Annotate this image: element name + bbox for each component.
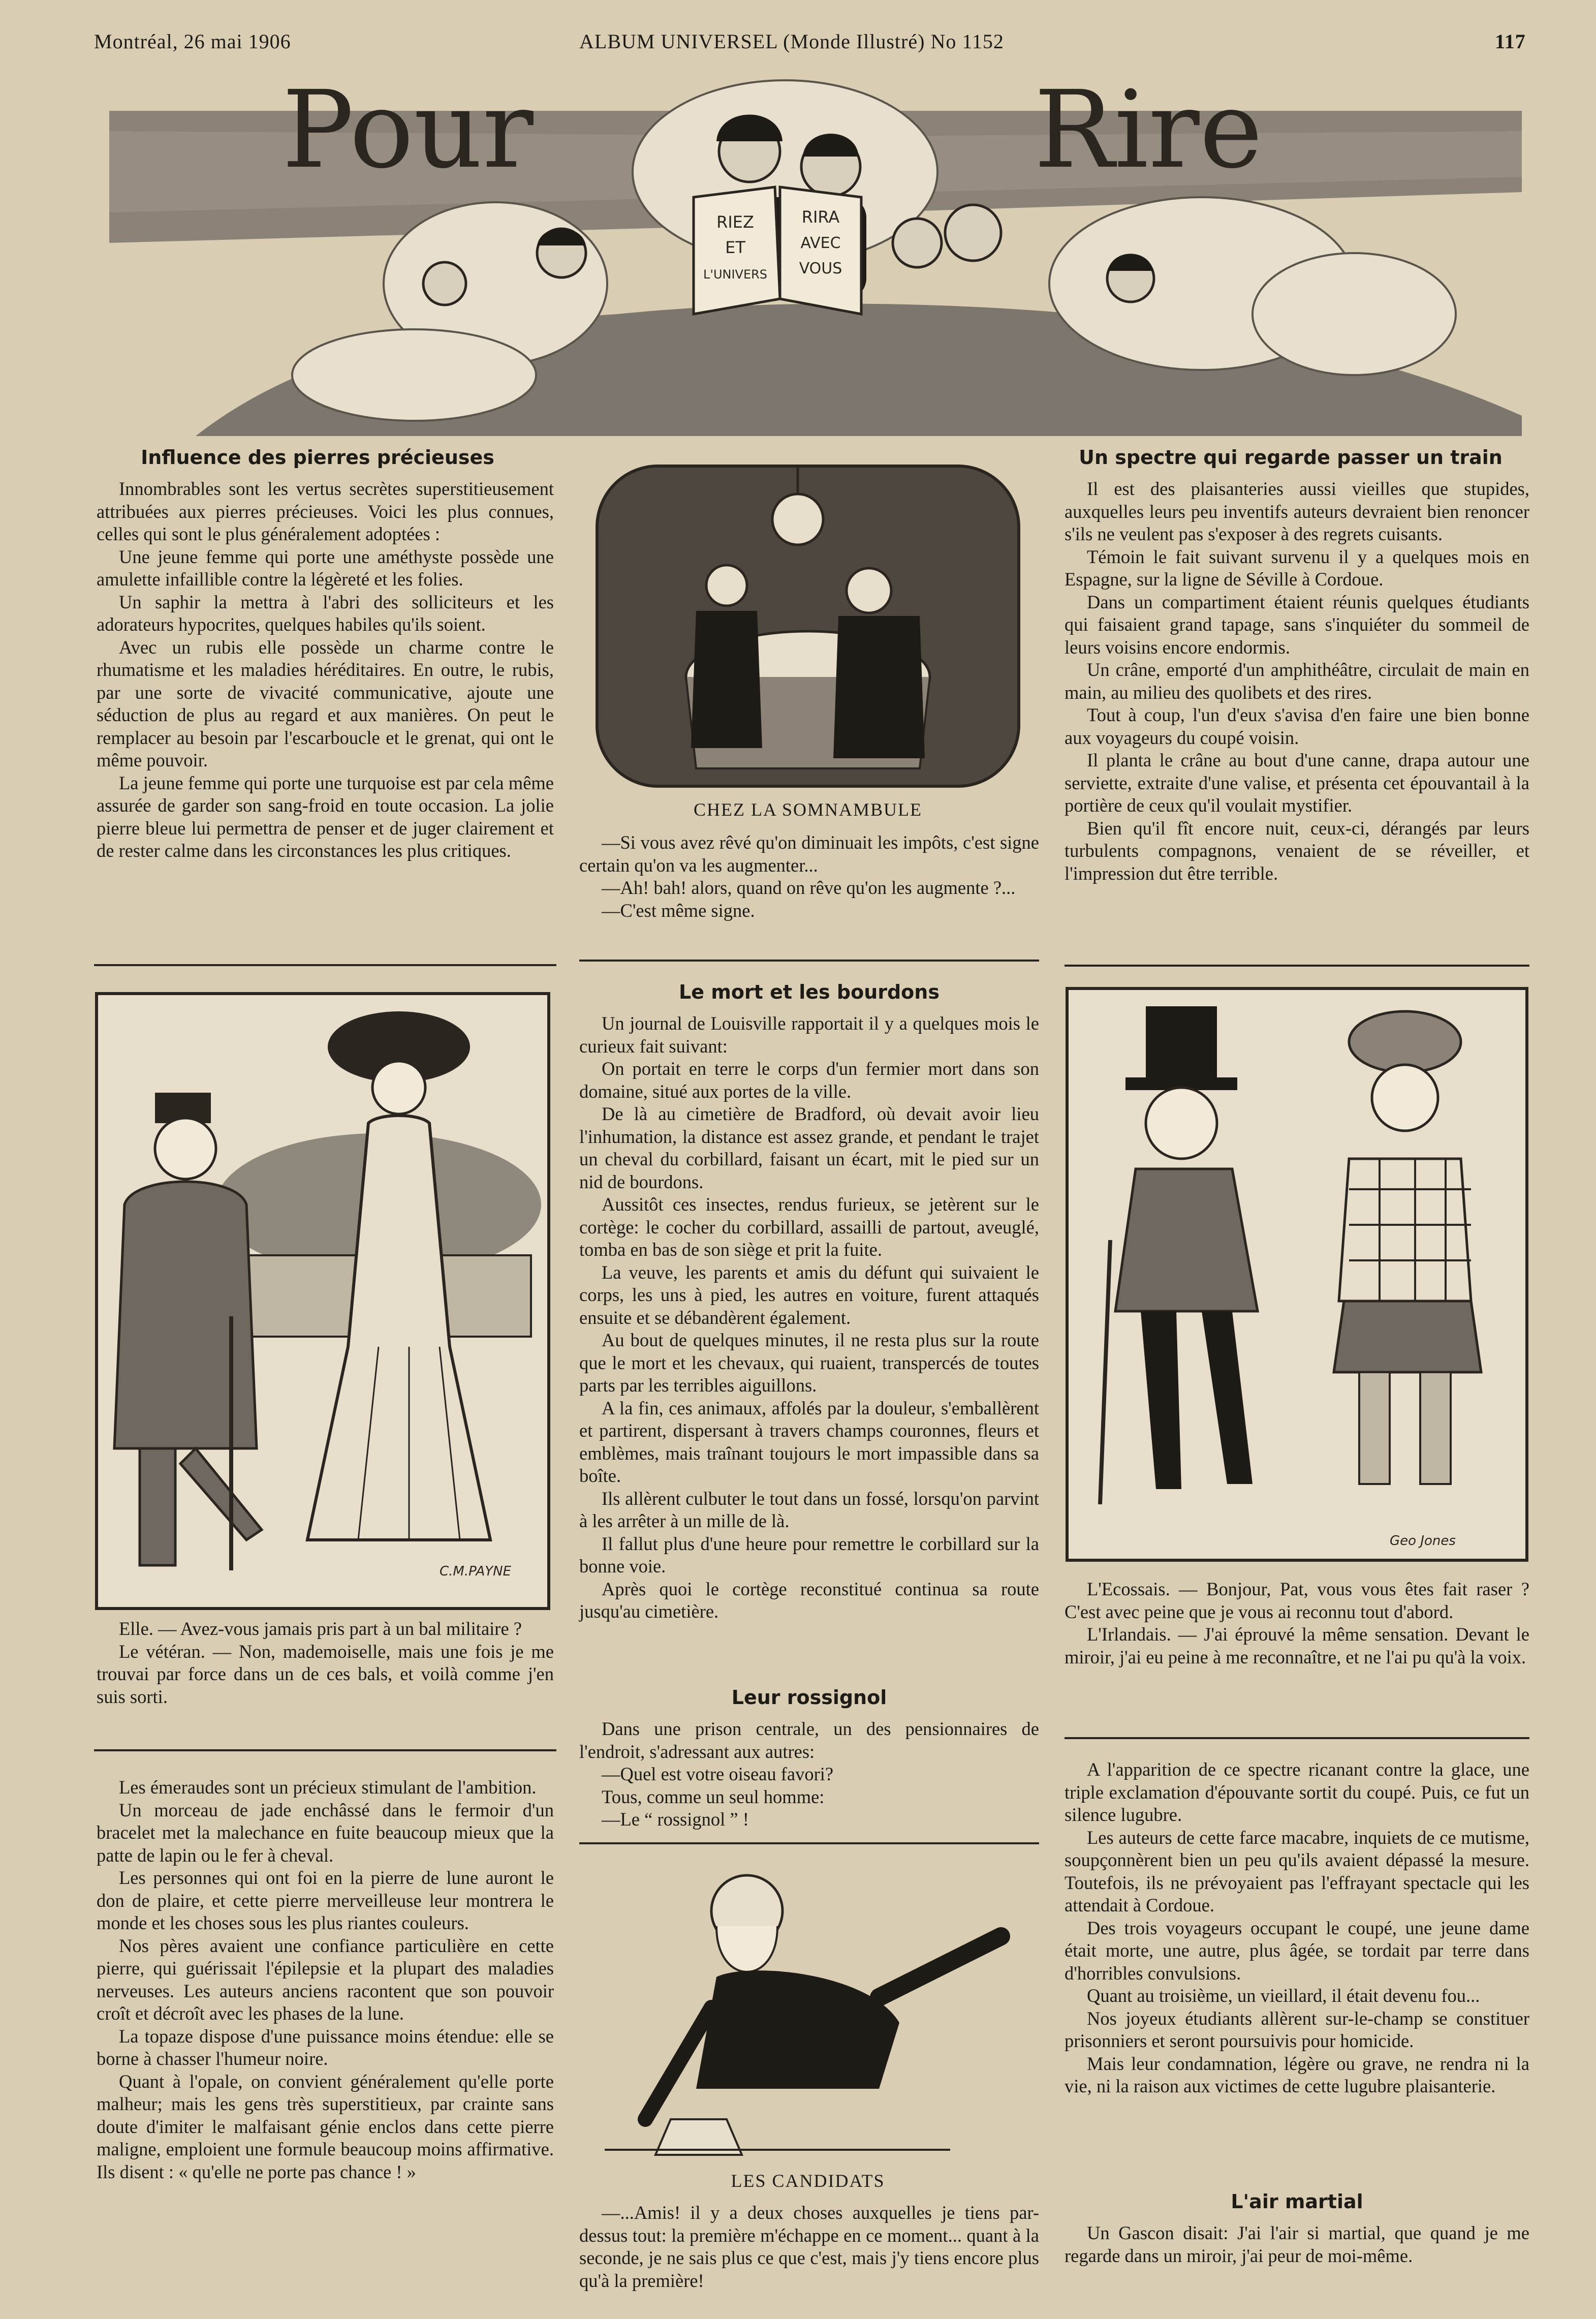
- ecossais-irlandais-dialogue: [1065, 1578, 1529, 1668]
- journal-left-line-3: L'UNIVERS: [703, 267, 768, 282]
- paragraph: A la fin, ces animaux, affolés par la douleur, s'emballèrent et partirent, dispersant à travers champs couronnes, fleurs et emblèmes, mais traînant toujours le mort impassible dans sa boîte.: [579, 1397, 1039, 1486]
- paragraph: Un saphir la mettra à l'abri des solliciteurs et les adorateurs hypocrites, quelques habiles qu'ils soient.: [97, 591, 554, 635]
- header-date: Montréal, 26 mai 1906: [94, 30, 291, 53]
- dialogue-line: —Si vous avez rêvé qu'on diminuait les impôts, c'est signe certain qu'on va les augmenter...: [579, 832, 1039, 876]
- dialogue-line: —Ah! bah! alors, quand on rêve qu'on les augmente ?...: [602, 877, 1016, 898]
- article-title-pierres: Influence des pierres précieuses: [141, 446, 494, 469]
- illustration-signature-payne: C.M.PAYNE: [440, 1564, 512, 1579]
- column-rule: [579, 960, 1039, 962]
- paragraph: Au bout de quelques minutes, il ne resta plus sur la route que le mort et les chevaux, qui ruaient, transpercés de toutes parts par les terribles aiguillons.: [579, 1329, 1039, 1396]
- article-title-rossignol: Leur rossignol: [731, 1686, 887, 1709]
- caption-candidats: LES CANDIDATS: [731, 2171, 885, 2191]
- orator-coat: [696, 1970, 899, 2089]
- somnambule-figure: [706, 565, 747, 606]
- article-spectre-part-1: [1065, 478, 1529, 885]
- military-ball-illustration: [94, 991, 551, 1611]
- article-title-air-martial: L'air martial: [1231, 2190, 1363, 2213]
- paragraph: La veuve, les parents et amis du défunt qui suivaient le corps, les uns à pied, les autres en voiture, furent attaqués ensuite et se débandèrent également.: [579, 1261, 1039, 1328]
- paragraph: Quant à l'opale, on convient généralement qu'elle porte malheur; mais les gens très superstitieux, par crainte sans doute d'imiter le malfaisant génie enclos dans cette pierre maligne, emploient une formule beaucoup moins affirmative. Ils disent : « qu'elle ne porte pas chance ! »: [97, 2070, 554, 2182]
- paragraph: Une jeune femme qui porte une améthyste possède une amulette infaillible contre la légèreté et les folies.: [97, 546, 554, 590]
- journal-right-line-3: VOUS: [799, 260, 842, 277]
- paragraph: Il est des plaisanteries aussi vieilles que stupides, auxquelles leurs peu inventifs auteurs devraient bien renoncer s'ils ne veulent pas s'exposer à des regrets cuisants.: [1065, 478, 1529, 544]
- paragraph: De là au cimetière de Bradford, où devait avoir lieu l'inhumation, la distance est assez grande, et pendant le trajet un cheval du corbillard, faisant un écart, mit le pied sur un nid de bourdons.: [579, 1103, 1039, 1192]
- journal-right-line-2: AVEC: [800, 234, 841, 252]
- paragraph: Un crâne, emporté d'un amphithéâtre, circulait de main en main, au milieu des quolibets et des rires.: [1065, 659, 1529, 703]
- dialogue-line: Le vétéran. — Non, mademoiselle, mais une fois je me trouvai par force dans un de ces bals, et voilà comme j'en suis sorti.: [97, 1641, 554, 1707]
- paragraph: Dans une prison centrale, un des pensionnaires de l'endroit, s'adressant aux autres:: [579, 1718, 1039, 1762]
- paragraph: Avec un rubis elle possède un charme contre le rhumatisme et les maladies héréditaires. En outre, le rubis, par une sorte de vivacité communicative, ajoute une séduction de plus au regard et aux manières. On peut le remplacer au besoin par l'escarboucle et le grenat, qui ont le même pouvoir.: [97, 636, 554, 770]
- paragraph: Aussitôt ces insectes, rendus furieux, se jetèrent sur le cortège: le cocher du corbillard, assailli de partout, aveuglé, tomba en bas de son siège et prit la fuite.: [579, 1194, 1039, 1260]
- column-rule: [579, 1842, 1039, 1844]
- dialogue-line: Elle. — Avez-vous jamais pris part à un bal militaire ?: [119, 1618, 522, 1639]
- paragraph: Les auteurs de cette farce macabre, inquiets de ce mutisme, soupçonnèrent bien un peu qu'ils avaient dépassé la mesure. Toutefois, ils ne prévoyaient pas l'effrayant spectacle qui les attendait à Cordoue.: [1065, 1827, 1529, 1915]
- paragraph: La topaze dispose d'une puissance moins étendue: elle se borne à chasser l'humeur noire.: [97, 2025, 554, 2069]
- banner-word-pour: Pour: [282, 68, 534, 192]
- irishman-coat: [1115, 1169, 1258, 1311]
- column-rule: [1065, 965, 1529, 967]
- somnambule-illustration: [594, 463, 1021, 789]
- paragraph: La jeune femme qui porte une turquoise est par cela même assurée de garder son sang-froid en toute occasion. La jolie pierre bleue lui permettra de penser et de juger clairement et de rester calme dans les circonstances les plus critiques.: [97, 772, 554, 861]
- paragraph: Il planta le crâne au bout d'une canne, drapa autour une serviette, extraite d'une valise, et présenta cet épouvantail à la portière de ceux qu'il voulait mystifier.: [1065, 750, 1529, 816]
- lady-head: [372, 1061, 425, 1114]
- ecossais-irlandais-illustration: [1065, 986, 1529, 1563]
- dialogue-line: L'Irlandais. — J'ai éprouvé la même sensation. Devant le miroir, j'ai eu peine à me reconnaître, et ne l'ai pu qu'à la voix.: [1065, 1624, 1529, 1667]
- paragraph: Témoin le fait suivant survenu il y a quelques mois en Espagne, sur la ligne de Séville à Cordoue.: [1065, 546, 1529, 590]
- article-pierres-part-2: [97, 1776, 554, 2183]
- paragraph: Les personnes qui ont foi en la pierre de lune auront le don de plaire, et cette pierre merveilleuse leur montrera le monde et les choses sous les plus riantes couleurs.: [97, 1867, 554, 1933]
- paragraph: Dans un compartiment étaient réunis quelques étudiants qui faisaient grand tapage, sans s'inquiéter du sommeil de leurs voisins encore endormis.: [1065, 591, 1529, 658]
- paragraph: Des trois voyageurs occupant le coupé, une jeune dame était morte, une autre, plus âgée, se tordait par terre dans d'horribles convulsions.: [1065, 1917, 1529, 1984]
- paragraph: Innombrables sont les vertus secrètes superstitieusement attribuées aux pierres précieuses. Voici les plus connues, celles qui sont le plus généralement adoptées :: [97, 478, 554, 544]
- veteran-coat: [114, 1182, 257, 1448]
- article-mort-bourdons: [579, 1012, 1039, 1623]
- column-rule: [1065, 1737, 1529, 1739]
- dialogue-line: —C'est même signe.: [602, 900, 755, 921]
- somnambule-dialogue: [579, 831, 1039, 922]
- paragraph: Ils allèrent culbuter le tout dans un fossé, lorsqu'on parvint à les arrêter à un mille de là.: [579, 1488, 1039, 1531]
- column-rule: [94, 964, 556, 966]
- paragraph: Tous, comme un seul homme:: [602, 1786, 825, 1807]
- paragraph: Il fallut plus d'une heure pour remettre le corbillard sur la bonne voie.: [579, 1533, 1039, 1576]
- article-title-mort-bourdons: Le mort et les bourdons: [679, 981, 940, 1003]
- tam-o-shanter: [1349, 1011, 1461, 1072]
- paragraph: Après quoi le cortège reconstitué continua sa route jusqu'au cimetière.: [579, 1578, 1039, 1622]
- paragraph: Un Gascon disait: J'ai l'air si martial, que quand je me regarde dans un miroir, j'ai peur de moi-même.: [1065, 2222, 1529, 2266]
- caption-somnambule: CHEZ LA SOMNAMBULE: [693, 799, 923, 820]
- illustration-signature-jones: Geo Jones: [1390, 1533, 1456, 1549]
- paragraph: Mais leur condamnation, légère ou grave, ne rendra ni la vie, ni la raison aux victimes de cette lugubre plaisanterie.: [1065, 2053, 1529, 2096]
- paragraph: —Le “ rossignol ” !: [602, 1809, 749, 1830]
- candidats-text: [579, 2202, 1039, 2292]
- article-air-martial: [1065, 2222, 1529, 2267]
- article-rossignol: [579, 1718, 1039, 1831]
- header-page-number: 117: [1495, 30, 1526, 53]
- paragraph: Nos joyeux étudiants allèrent sur-le-champ se constituer prisonniers et seront poursuivis pour homicide.: [1065, 2007, 1529, 2051]
- military-ball-dialogue: [97, 1618, 554, 1708]
- paragraph: Les émeraudes sont un précieux stimulant de l'ambition.: [119, 1777, 537, 1798]
- plaid-jacket: [1339, 1159, 1471, 1301]
- banner-word-rire: Rire: [1034, 68, 1263, 192]
- scotsman-head: [1372, 1065, 1438, 1131]
- article-pierres-part-1: [97, 478, 554, 862]
- irishman-head: [1146, 1088, 1217, 1159]
- paragraph: Bien qu'il fît encore nuit, ceux-ci, dérangés par leurs turbulents compagnons, venaient de se réveiller, et l'impression dut être terrible.: [1065, 817, 1529, 884]
- kilt: [1334, 1301, 1481, 1372]
- pour-rire-banner-illustration: [109, 60, 1522, 436]
- paragraph: Quant au troisième, un vieillard, il était devenu fou...: [1087, 1985, 1480, 2006]
- journal-right-line-1: RIRA: [801, 207, 840, 227]
- hanging-lamp: [772, 494, 823, 545]
- journal-left-line-1: RIEZ: [716, 212, 754, 232]
- header-journal-title: ALBUM UNIVERSEL (Monde Illustré) No 1152: [579, 30, 1004, 53]
- article-spectre-part-2: [1065, 1758, 1529, 2098]
- paragraph: Tout à coup, l'un d'eux s'avisa d'en faire une bien bonne aux voyageurs du coupé voisin.: [1065, 704, 1529, 748]
- top-hat: [1146, 1006, 1217, 1083]
- paragraph: On portait en terre le corps d'un fermier mort dans son domaine, situé aux portes de la ville.: [579, 1058, 1039, 1102]
- article-title-spectre: Un spectre qui regarde passer un train: [1079, 446, 1503, 469]
- paragraph: Nos pères avaient une confiance particulière en cette pierre, qui guérissait l'épilepsie et la plupart des maladies nerveuses. Les auteurs anciens racontent que son pouvoir croît et décroît avec les phases de la lune.: [97, 1935, 554, 2024]
- paragraph: —Quel est votre oiseau favori?: [602, 1764, 834, 1784]
- veteran-head: [155, 1118, 216, 1179]
- paragraph: —...Amis! il y a deux choses auxquelles je tiens par-dessus tout: la première m'échappe en ce moment... quant à la seconde, je ne sais plus ce que c'est, mais j'y tiens encore plus qu'à la première!: [579, 2202, 1039, 2291]
- candidats-illustration: [594, 1855, 1021, 2160]
- journal-left-line-2: ET: [725, 238, 745, 257]
- paragraph: A l'apparition de ce spectre ricanant contre la glace, une triple exclamation d'épouvante sortit du coupé. Puis, ce fut un silence lugubre.: [1065, 1759, 1529, 1825]
- client-figure: [847, 568, 891, 613]
- dialogue-line: L'Ecossais. — Bonjour, Pat, vous vous êtes fait raser ? C'est avec peine que je vous ai reconnu tout d'abord.: [1065, 1579, 1529, 1622]
- column-rule: [94, 1749, 556, 1751]
- paragraph: Un morceau de jade enchâssé dans le fermoir d'un bracelet met la malechance en fuite beaucoup mieux que la patte de lapin ou le fer à cheval.: [97, 1799, 554, 1866]
- paragraph: Un journal de Louisville rapportait il y a quelques mois le curieux fait suivant:: [579, 1013, 1039, 1057]
